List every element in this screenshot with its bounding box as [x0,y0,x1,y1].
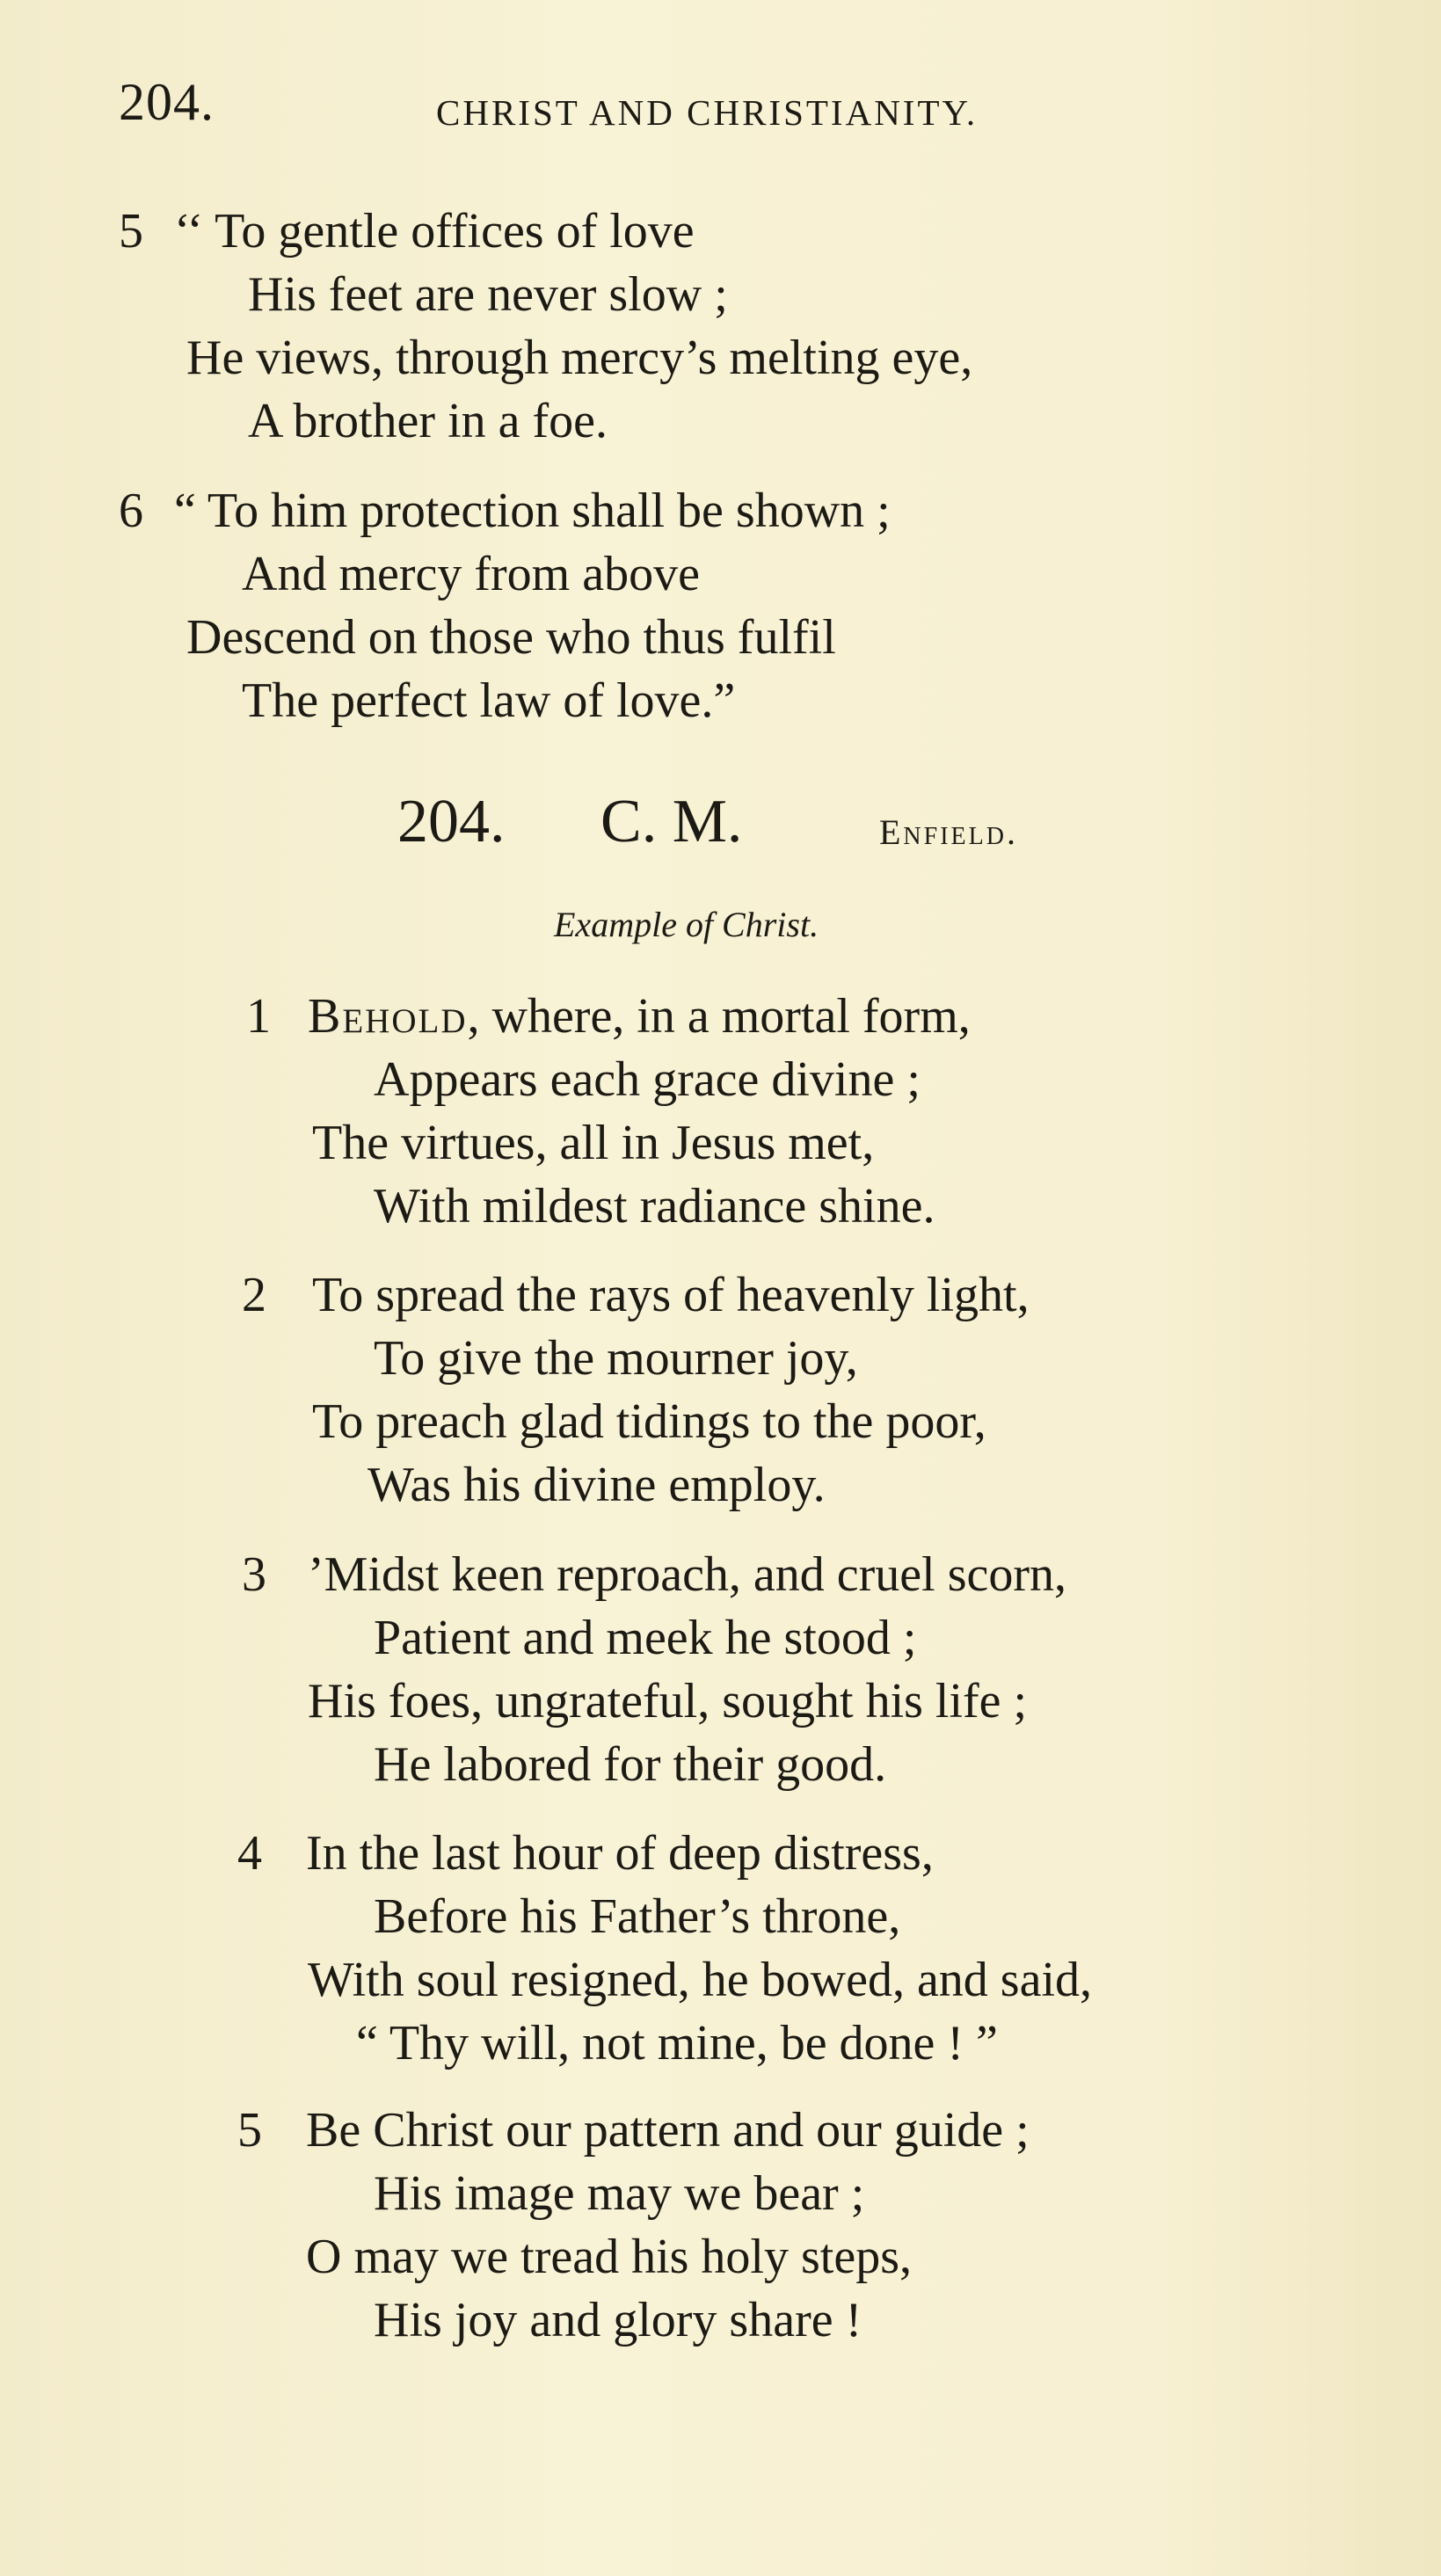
verse-line: Patient and meek he stood ; [374,1611,917,1665]
verse-line: His joy and glory share ! [374,2293,862,2347]
stanza-number: 6 [119,484,143,538]
stanza-number: 4 [237,1826,262,1881]
verse-line: Appears each grace divine ; [374,1052,921,1107]
verse-line: The virtues, all in Jesus met, [312,1116,875,1170]
verse-line: Be Christ our pattern and our guide ; [306,2103,1030,2158]
verse-line: His image may we bear ; [374,2166,865,2221]
verse-line: His feet are never slow ; [248,267,728,322]
stanza-number: 5 [237,2103,262,2158]
verse-line: He labored for their good. [374,1737,887,1792]
verse-line: Was his divine employ. [368,1458,826,1512]
hymn-number: 204. [397,788,506,855]
verse-line: “ To him protection shall be shown ; [174,484,891,538]
verse-line: And mercy from above [242,547,700,601]
verse-line: Descend on those who thus fulfil [186,610,836,665]
verse-line: With mildest radiance shine. [374,1179,935,1233]
tune-name: Enfield. [879,812,1018,852]
verse-line: In the last hour of deep distress, [306,1826,934,1881]
stanza-number: 1 [246,989,271,1044]
verse-line: He views, through mercy’s melting eye, [186,331,973,385]
verse-line: ’Midst keen reproach, and cruel scorn, [308,1547,1066,1602]
verse-line: The perfect law of love.” [242,673,736,728]
stanza-number: 5 [119,204,143,258]
verse-line: ‘‘ To gentle offices of love [174,204,695,258]
verse-line: With soul resigned, he bowed, and said, [308,1953,1093,2007]
verse-line-rest: , where, in a mortal form, [467,989,971,1044]
verse-line: His foes, ungrateful, sought his life ; [308,1674,1028,1728]
stanza-number: 3 [242,1547,266,1602]
verse-line: To give the mourner joy, [374,1331,858,1386]
verse-line: To spread the rays of heavenly light, [312,1268,1030,1322]
hymn-heading [0,787,1441,857]
verse-line: “ Thy will, not mine, be done ! ” [356,2016,998,2070]
first-word: Behold [308,989,468,1044]
verse-line: O may we tread his holy steps, [306,2230,912,2284]
page-number: 204. [119,73,215,131]
verse-line: To preach glad tidings to the poor, [312,1394,986,1449]
stanza-number: 2 [242,1268,266,1322]
page-header [0,72,1441,134]
hymn-subtitle: Example of Christ. [554,905,819,944]
verse-line: Before his Father’s throne, [374,1889,901,1944]
running-title: CHRIST AND CHRISTIANITY. [436,92,979,133]
verse-line [308,989,971,1044]
hymn-meter: C. M. [600,788,743,855]
verse-line: A brother in a foe. [248,394,608,448]
